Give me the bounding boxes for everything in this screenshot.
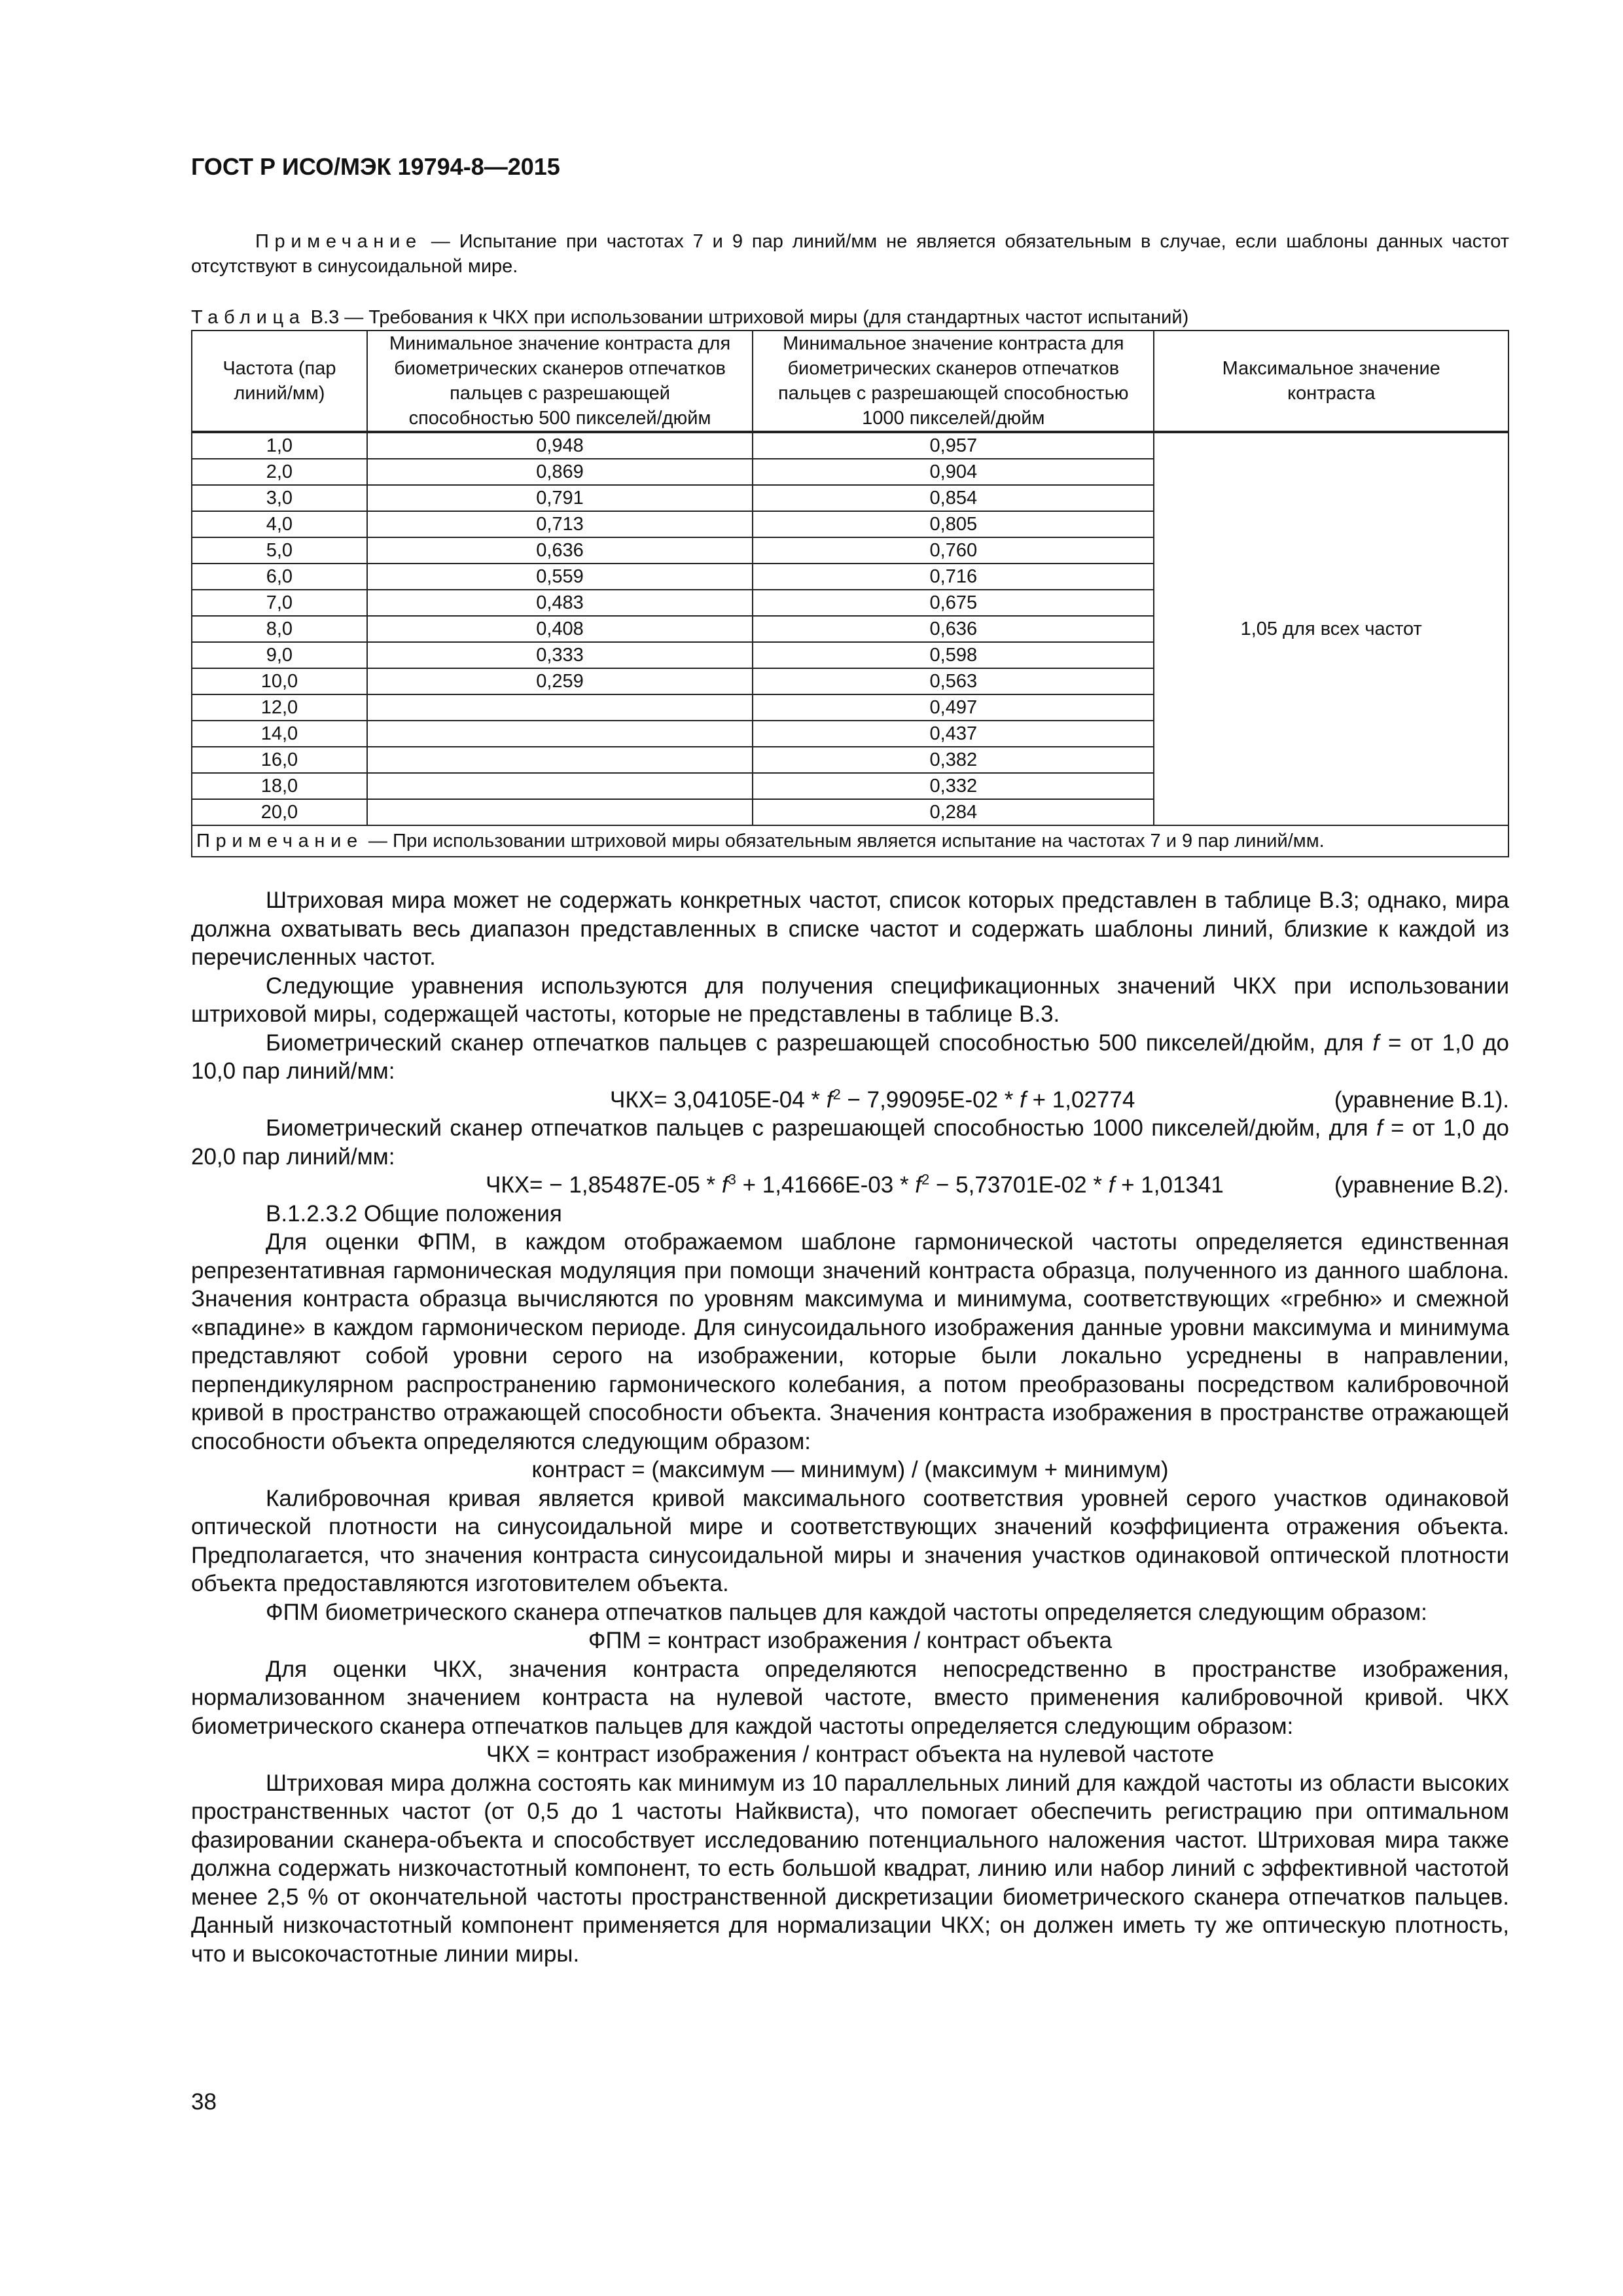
cell-frequency: 10,0 [192, 668, 367, 694]
cell-min-500: 0,333 [367, 642, 753, 668]
cell-frequency: 20,0 [192, 799, 367, 825]
table-row [192, 432, 1508, 459]
table-note [192, 825, 1508, 857]
cell-min-1000: 0,957 [753, 432, 1154, 459]
cell-min-1000: 0,563 [753, 668, 1154, 694]
cell-frequency: 1,0 [192, 432, 367, 459]
mtf-requirements-table [191, 330, 1509, 857]
paragraph: ФПМ биометрического сканера отпечатков пальцев для каждой частоты определяется следующим образом: [266, 1599, 1427, 1625]
page-number: 38 [191, 2089, 217, 2115]
cell-frequency: 16,0 [192, 747, 367, 773]
document-header: ГОСТ Р ИСО/МЭК 19794-8—2015 [191, 153, 560, 180]
equation-formula: $ЧКХ= 3,04105E-04 * f^2 - 7,99095E-02 * f + 1,02774$ [610, 1085, 1135, 1113]
cell-min-1000: 0,382 [753, 747, 1154, 773]
formula-chkh: ЧКХ = контраст изображения / контраст объекта на нулевой частоте [486, 1742, 1215, 1767]
table-note-label: Примечание [196, 831, 363, 852]
cell-min-1000: 0,716 [753, 564, 1154, 590]
cell-frequency: 3,0 [192, 485, 367, 511]
column-header-max: Максимальное значение контраста [1154, 331, 1508, 432]
cell-min-500: 0,636 [367, 537, 753, 564]
table-body [192, 432, 1508, 857]
cell-frequency: 12,0 [192, 694, 367, 721]
paragraph: Для оценки ЧКХ, значения контраста определяются непосредственно в пространстве изображения, нормализованном значением контраста на нулевой частоте, вместо применения калибровочной кривой. ЧКХ биометрического сканера отпечатков пальцев для каждой частоты определяется следующим образом: [191, 1656, 1509, 1739]
section-heading: В.1.2.3.2 Общие положения [266, 1200, 562, 1227]
cell-min-500: 0,559 [367, 564, 753, 590]
table-note-text: — При использовании штриховой миры обязательным является испытание на частотах 7 и 9 пар линий/мм. [363, 831, 1325, 852]
cell-min-500: 0,483 [367, 590, 753, 616]
cell-min-1000: 0,332 [753, 773, 1154, 799]
cell-min-500 [367, 799, 753, 825]
column-header-min-1000: Минимальное значение контраста для биометрических сканеров отпечатков пальцев с разрешающей способностью 1000 пикселей/дюйм [753, 331, 1154, 432]
document-page [191, 151, 1509, 1968]
cell-min-1000: 0,805 [753, 511, 1154, 537]
cell-min-1000: 0,854 [753, 485, 1154, 511]
cell-min-500: 0,948 [367, 432, 753, 459]
cell-frequency: 2,0 [192, 459, 367, 485]
cell-min-500: 0,713 [367, 511, 753, 537]
table-header-row [192, 331, 1508, 432]
paragraph: Следующие уравнения используются для получения спецификационных значений ЧКХ при использовании штриховой миры, содержащей частоты, которые не представлены в таблице В.3. [191, 973, 1509, 1027]
cell-frequency: 5,0 [192, 537, 367, 564]
equation-b1 [191, 1086, 1509, 1115]
cell-min-1000: 0,284 [753, 799, 1154, 825]
cell-min-500: 0,259 [367, 668, 753, 694]
paragraph: Штриховая мира может не содержать конкретных частот, список которых представлен в таблице В.3; однако, мира должна охватывать весь диапазон представленных в списке частот и содержать шаблоны линий, близкие к каждой из перечисленных частот. [191, 888, 1509, 970]
cell-max-contrast: 1,05 для всех частот [1154, 432, 1508, 825]
table-caption [191, 305, 1509, 330]
cell-min-500 [367, 721, 753, 747]
equation-number: (уравнение В.2). [1334, 1172, 1509, 1198]
cell-min-1000: 0,598 [753, 642, 1154, 668]
cell-min-1000: 0,437 [753, 721, 1154, 747]
cell-min-500: 0,408 [367, 616, 753, 642]
paragraph: Штриховая мира должна состоять как минимум из 10 параллельных линий для каждой частоты из области высоких пространственных частот (от 0,5 до 1 частоты Найквиста), что помогает обеспечить регистрацию при оптимальном фазировании сканера-объекта и способствует исследованию потенциального наложения частот. Штриховая мира также должна содержать низкочастотный компонент, то есть большой квадрат, линию или набор линий с эффективной частотой менее 2,5 % от окончательной частоты пространственной дискретизации биометрического сканера отпечатков пальцев. Данный низкочастотный компонент применяется для нормализации ЧКХ; он должен иметь ту же оптическую плотность, что и высокочастотные линии миры. [191, 1770, 1509, 1967]
cell-min-1000: 0,904 [753, 459, 1154, 485]
paragraph: Калибровочная кривая является кривой максимального соответствия уровней серого участков одинаковой оптической плотности на синусоидальной мире и соответствующих значений коэффициента отражения объекта. Предполагается, что значения контраста синусоидальной миры и значения участков одинаковой оптической плотности объекта предоставляются изготовителем объекта. [191, 1485, 1509, 1596]
formula-fpm: ФПМ = контраст изображения / контраст объекта [588, 1628, 1113, 1653]
cell-min-500: 0,869 [367, 459, 753, 485]
cell-frequency: 18,0 [192, 773, 367, 799]
cell-min-500 [367, 694, 753, 721]
paragraph: Биометрический сканер отпечатков пальцев с разрешающей способностью 500 пикселей/дюйм, для f = от 1,0 до 10,0 пар линий/мм: [191, 1030, 1510, 1084]
cell-min-1000: 0,636 [753, 616, 1154, 642]
formula-contrast: контраст = (максимум — минимум) / (максимум + минимум) [531, 1457, 1169, 1482]
cell-frequency: 8,0 [192, 616, 367, 642]
cell-frequency: 6,0 [192, 564, 367, 590]
cell-frequency: 9,0 [192, 642, 367, 668]
cell-min-500 [367, 773, 753, 799]
equation-b2 [191, 1171, 1509, 1200]
column-header-frequency: Частота (пар линий/мм) [192, 331, 367, 432]
equation-formula: $ЧКХ= - 1,85487E-05 * f^3 + 1,41666E-03 * f^2 - 5,73701E-02 * f + 1,01341$ [486, 1171, 1224, 1198]
table-note-row [192, 825, 1508, 857]
cell-min-500 [367, 747, 753, 773]
cell-frequency: 14,0 [192, 721, 367, 747]
paragraph: Для оценки ФПМ, в каждом отображаемом шаблоне гармонической частоты определяется единственная репрезентативная гармоническая модуляция при помощи значений контраста образца, полученного из данного шаблона. Значения контраста образца вычисляются по уровням максимума и минимума, соответствующих «гребню» и смежной «впадине» в каждом гармоническом периоде. Для синусоидального изображения данные уровни максимума и минимума представляют собой уровни серого на изображении, которые были локально усреднены в направлении, перпендикулярном распространению гармонического колебания, а потом преобразованы посредством калибровочной кривой в пространство отражающей способности объекта. Значения контраста изображения в пространстве отражающей способности объекта определяются следующим образом: [191, 1229, 1509, 1454]
cell-min-1000: 0,497 [753, 694, 1154, 721]
top-note [191, 229, 1509, 279]
table-caption-label: Таблица [191, 307, 306, 328]
note-label: Примечание [255, 231, 422, 252]
cell-frequency: 4,0 [192, 511, 367, 537]
cell-frequency: 7,0 [192, 590, 367, 616]
cell-min-1000: 0,760 [753, 537, 1154, 564]
cell-min-1000: 0,675 [753, 590, 1154, 616]
cell-min-500: 0,791 [367, 485, 753, 511]
equation-number: (уравнение В.1). [1334, 1086, 1509, 1113]
paragraph: Биометрический сканер отпечатков пальцев с разрешающей способностью 1000 пикселей/дюйм, для f = от 1,0 до 20,0 пар линий/мм: [191, 1115, 1509, 1170]
body-text [191, 886, 1509, 1968]
column-header-min-500: Минимальное значение контраста для биометрических сканеров отпечатков пальцев с разрешающей способностью 500 пикселей/дюйм [367, 331, 753, 432]
note-text: — Испытание при частотах 7 и 9 пар линий/мм не является обязательным в случае, если шаблоны данных частот отсутствуют в синусоидальной мире. [191, 231, 1509, 277]
table-caption-text: В.3 — Требования к ЧКХ при использовании штриховой миры (для стандартных частот испытаний) [305, 307, 1189, 328]
